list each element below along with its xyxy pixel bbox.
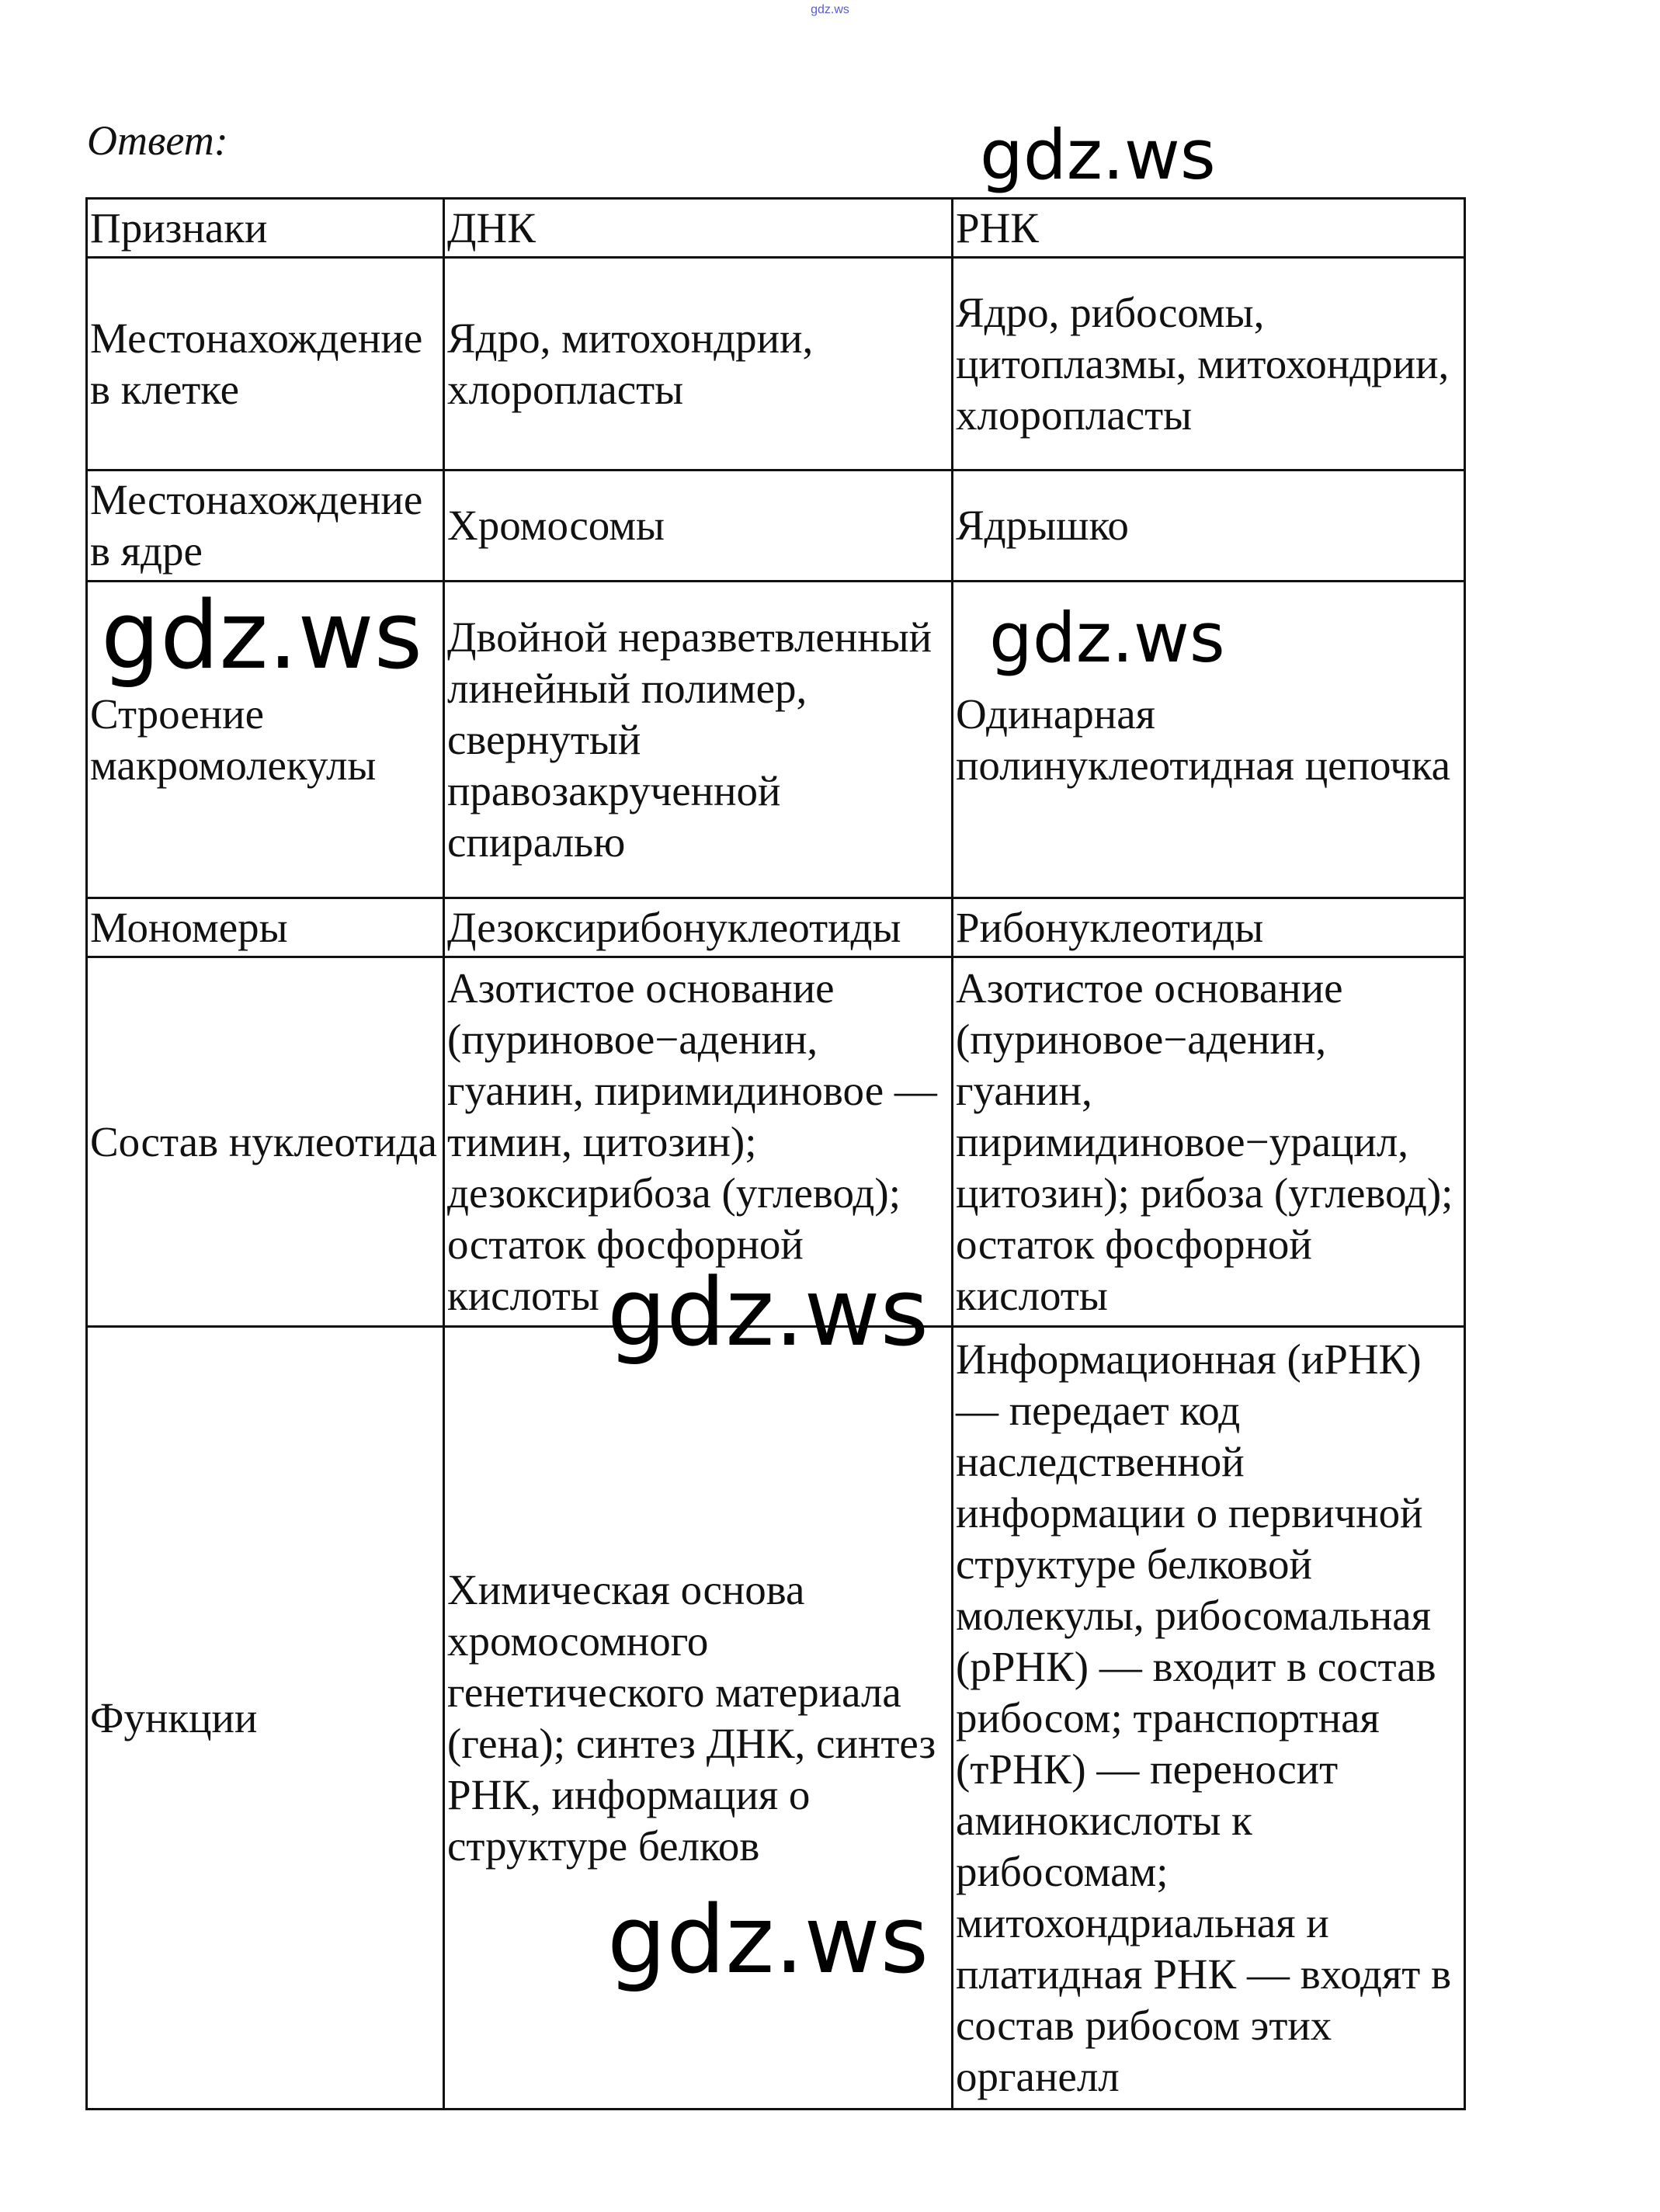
feature-cell: Состав нуклеотида [87,957,444,1327]
dna-cell: Двойной неразветвленный линейный полимер, свернутый правозакрученной спиралью [444,582,953,898]
watermark-logo: gdz.ws [101,582,423,690]
comparison-table [85,197,1466,2110]
dna-cell: Дезоксирибонуклеотиды [444,898,953,957]
table-row [87,471,1465,582]
site-watermark-top: gdz.ws [811,3,849,16]
watermark-logo: gdz.ws [989,598,1225,678]
table-row [87,258,1465,471]
dna-cell: Азотистое основание (пуриновое−аденин, гуанин, пиримидиновое — тимин, цитозин); дезоксирибоза (углевод); остаток фосфорной кислоты [444,957,953,1327]
feature-cell: Мономеры [87,898,444,957]
header-cell-feature: Признаки [87,199,444,258]
header-cell-rna: РНК [953,199,1465,258]
header-cell-dna: ДНК [444,199,953,258]
dna-cell: Хромосомы [444,471,953,582]
feature-cell: Местонахождение в ядре [87,471,444,582]
table-row [87,582,1465,898]
table-row [87,1327,1465,2110]
rna-cell: Информационная (иРНК) — передает код наследственной информации о первичной структуре белковой молекулы, рибосомальная (рРНК) — входит в состав рибосом; транспортная (тРНК) — переносит аминокислоты к рибосомам; митохондриальная и платидная РНК — входят в состав рибосом этих органелл [953,1327,1465,2110]
rna-cell: Ядро, рибосомы, цитоплазмы, митохондрии, хлоропласты [953,258,1465,471]
watermark-logo: gdz.ws [980,115,1216,195]
watermark-logo: gdz.ws [607,1887,929,1995]
feature-cell: Строение макромолекулы [87,582,444,898]
table-row [87,898,1465,957]
answer-label: Ответ: [87,117,228,164]
dna-cell: Химическая основа хромосомного генетического материала (гена); синтез ДНК, синтез РНК, информация о структуре белков [444,1327,953,2110]
rna-cell: Азотистое основание (пуриновое−аденин, гуанин, пиримидиновое−урацил, цитозин); рибоза (углевод); остаток фосфорной кислоты [953,957,1465,1327]
watermark-logo: gdz.ws [607,1259,929,1367]
table-row [87,957,1465,1327]
table-header-row [87,199,1465,258]
feature-cell: Функции [87,1327,444,2110]
rna-cell: Рибонуклеотиды [953,898,1465,957]
rna-cell: Одинарная полинуклеотидная цепочка [953,582,1465,898]
rna-cell: Ядрышко [953,471,1465,582]
feature-cell: Местонахождение в клетке [87,258,444,471]
dna-cell: Ядро, митохондрии, хлоропласты [444,258,953,471]
